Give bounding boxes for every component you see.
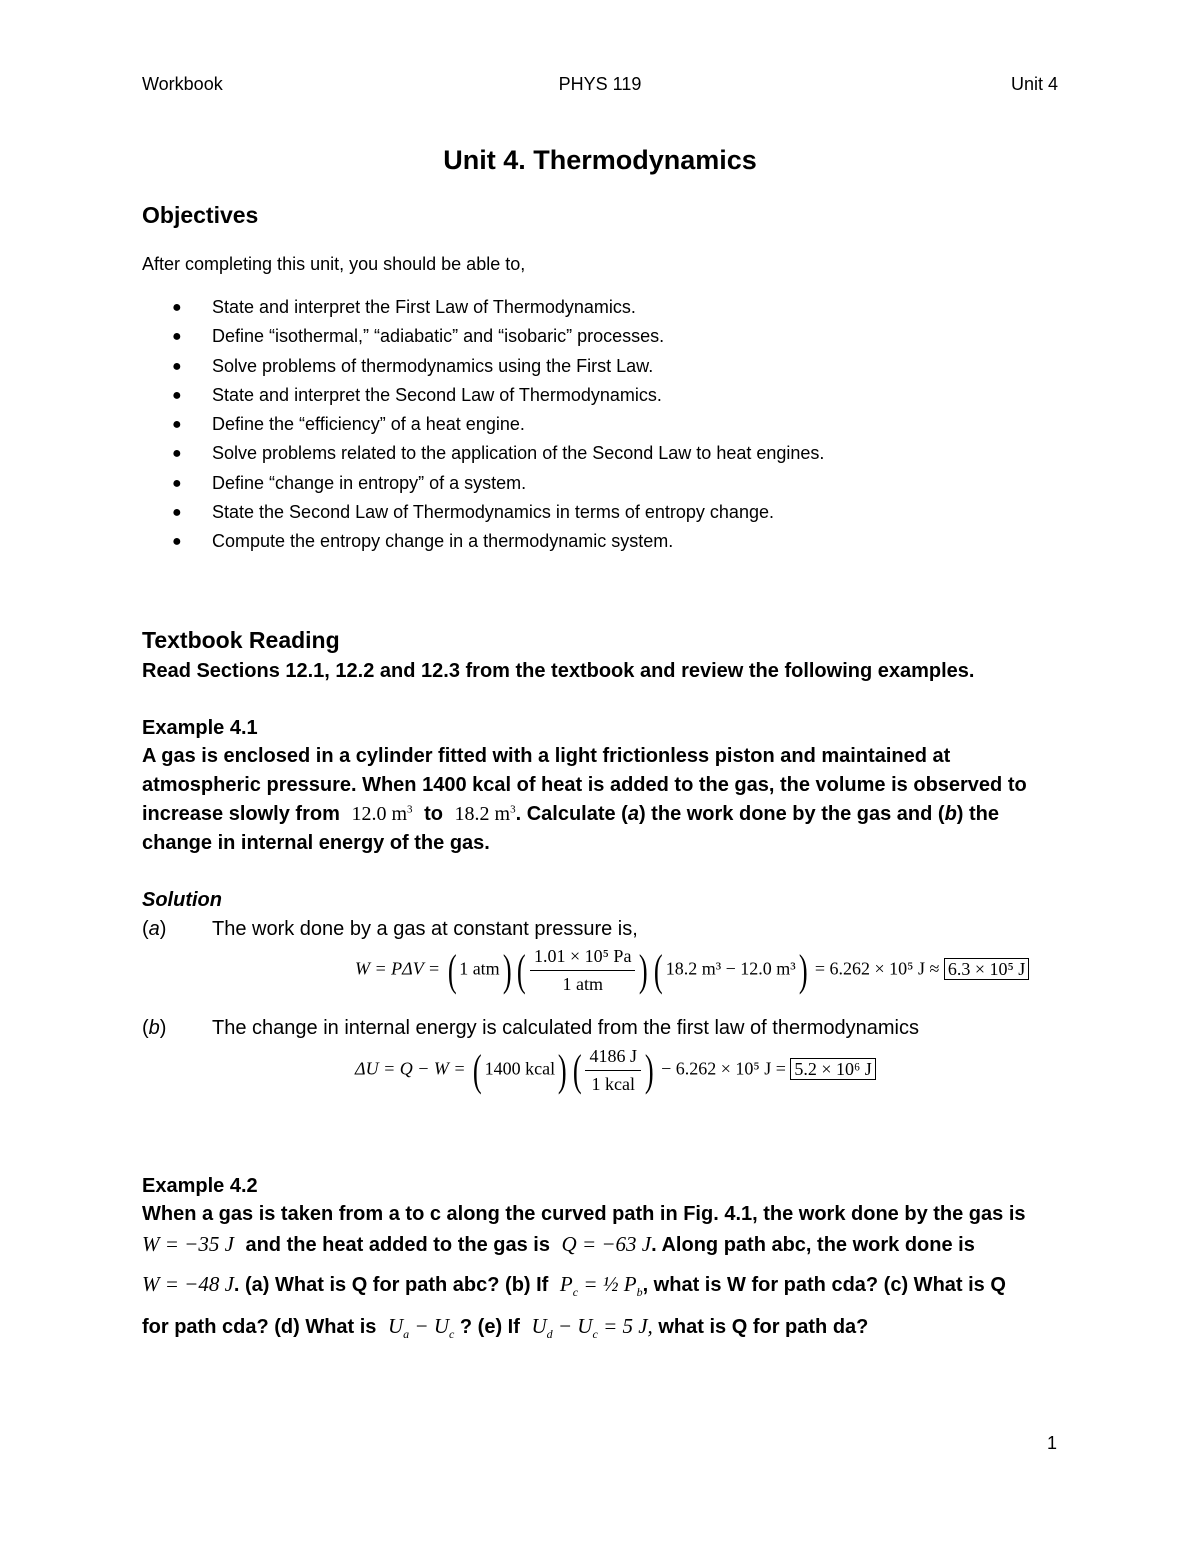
list-item: ● State the Second Law of Thermodynamics in terms of entropy change. (142, 498, 824, 527)
part-b-label: (b) (142, 1017, 167, 1039)
example2-line2: W = −35 J and the heat added to the gas is Q = −63 J. Along path abc, the work done is (142, 1232, 975, 1256)
part-a-text: The work done by a gas at constant pressure is, (212, 918, 638, 940)
list-item: ● State and interpret the First Law of Thermodynamics. (142, 293, 824, 322)
bullet-icon: ● (172, 504, 182, 522)
part-a-label: (a) (142, 918, 167, 940)
example1-heading: Example 4.1 (142, 717, 258, 739)
example2-line4: for path cda? (d) What is $U_a - U_c$ ? (e) If $U_d - U_c = 5$ J, what is Q for path da? (142, 1314, 869, 1342)
list-item: ● State and interpret the Second Law of Thermodynamics. (142, 381, 824, 410)
work-result-box: 6.3 × 10⁵ J (944, 958, 1029, 980)
list-item: ● Solve problems of thermodynamics using the First Law. (142, 352, 824, 381)
energy-result-box: 5.2 × 10⁶ J (790, 1058, 875, 1080)
list-item: ● Define the “efficiency” of a heat engine. (142, 410, 824, 439)
bullet-icon: ● (172, 445, 182, 463)
bullet-icon: ● (172, 533, 182, 551)
example1-line1: A gas is enclosed in a cylinder fitted with a light frictionless piston and maintained at (142, 745, 951, 767)
bullet-icon: ● (172, 357, 182, 375)
list-item: ● Solve problems related to the application of the Second Law to heat engines. (142, 439, 824, 468)
page-number: 1 (1046, 1433, 1057, 1453)
reading-text: Read Sections 12.1, 12.2 and 12.3 from the textbook and review the following examples. (142, 660, 975, 682)
list-item: ● Compute the entropy change in a thermodynamic system. (142, 527, 824, 556)
objectives-intro: After completing this unit, you should be able to, (142, 254, 526, 274)
header-right: Unit 4 (1010, 74, 1058, 94)
example1-line4: change in internal energy of the gas. (142, 832, 490, 854)
page-title: Unit 4. Thermodynamics (443, 145, 757, 175)
objectives-heading: Objectives (142, 202, 259, 228)
objectives-list (142, 293, 824, 557)
header-center: PHYS 119 (558, 74, 642, 94)
work-equation: W = PΔV = ( 1 atm) ( $\frac{\text{1.01 × 10⁵ Pa}}{\text{1 atm}}$ ) ( 18.2 m³ − 12.0 m³) = 6.262 × 10⁵ J ≈ 6.3 × 10⁵ J (355, 946, 1029, 995)
example2-heading: Example 4.2 (142, 1175, 258, 1197)
example2-line1: When a gas is taken from a to c along the curved path in Fig. 4.1, the work done by the gas is (142, 1203, 1026, 1225)
reading-heading: Textbook Reading (142, 627, 340, 653)
example2-line3: W = −48 J. (a) What is Q for path abc? (b) If $P_c$ = ½ $P_b$, what is W for path cda? (c) What is Q (142, 1272, 1006, 1300)
list-item: ● Define “change in entropy” of a system. (142, 469, 824, 498)
header-left: Workbook (142, 74, 223, 94)
bullet-icon: ● (172, 386, 182, 404)
example1-line3: increase slowly from 12.0 $m^3$ to 18.2 $m^3$. Calculate (a) the work done by the gas and (b) the (142, 803, 999, 825)
bullet-icon: ● (172, 328, 182, 346)
energy-equation: ΔU = Q − W = ( 1400 kcal) ( $\frac{4186 J}{\text{1 kcal}}$ ) − 6.262 × 10⁵ J = 5.2 × 10⁶ J (355, 1046, 876, 1095)
bullet-icon: ● (172, 474, 182, 492)
part-b-text: The change in internal energy is calculated from the first law of thermodynamics (212, 1017, 920, 1039)
bullet-icon: ● (172, 416, 182, 434)
list-item: ● Define “isothermal,” “adiabatic” and “isobaric” processes. (142, 322, 824, 351)
bullet-icon: ● (172, 299, 182, 316)
solution-heading: Solution (142, 889, 222, 911)
example1-line2: atmospheric pressure. When 1400 kcal of heat is added to the gas, the volume is observed to (142, 774, 1027, 796)
